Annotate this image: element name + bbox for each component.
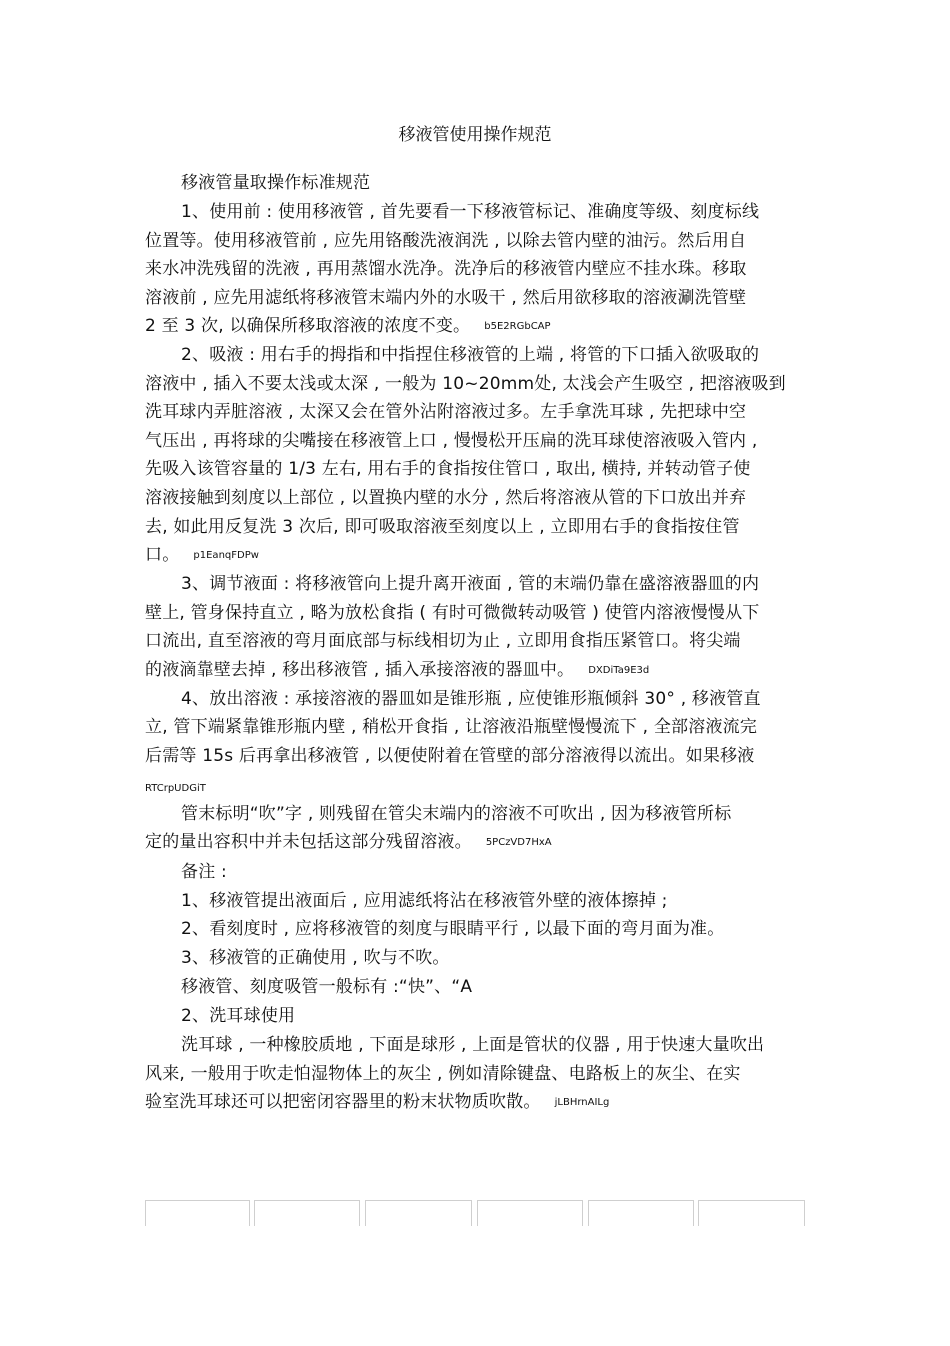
doc-code: jLBHrnAILg: [554, 1097, 610, 1108]
paragraph-line: 管末标明“吹”字 , 则残留在管尖末端内的溶液不可吹出 , 因为移液管所标: [181, 804, 732, 824]
paragraph-line: 来水冲洗残留的洗液 , 再用蒸馏水洗净。洗净后的移液管内壁应不挂水珠。移取: [145, 259, 747, 279]
note-item: 3、移液管的正确使用 , 吹与不吹。: [181, 948, 450, 968]
paragraph-line: 去, 如此用反复洗 3 次后, 即可吸取溶液至刻度以上 , 立即用右手的食指按住管: [145, 517, 740, 537]
section2-heading: 2、洗耳球使用: [181, 1006, 296, 1026]
paragraph-line: [145, 830, 552, 855]
table-cell: [254, 1200, 360, 1226]
doc-code: 5PCzVD7HxA: [485, 837, 552, 848]
paragraph-line: 立, 管下端紧靠锥形瓶内壁 , 稍松开食指 , 让溶液沿瓶壁慢慢流下 , 全部溶液流完: [145, 717, 758, 737]
paragraph-line: 风来, 一般用于吹走怕湿物体上的灰尘 , 例如清除键盘、电路板上的灰尘、在实: [145, 1064, 741, 1084]
paragraph-line: 溶液前 , 应先用滤纸将移液管末端内外的水吸干 , 然后用欲移取的溶液涮洗管壁: [145, 288, 747, 308]
note-item: 移液管、刻度吸管一般标有 :“快”、“A: [181, 977, 473, 997]
paragraph-line: [145, 1090, 609, 1115]
table-cell: [365, 1200, 472, 1226]
paragraph-line: 3、调节液面 : 将移液管向上提升离开液面 , 管的末端仍靠在盛溶液器皿的内: [181, 574, 760, 594]
table-cell: [477, 1200, 583, 1226]
paragraph-text: 的液滴靠壁去掉 , 移出移液管 , 插入承接溶液的器皿中。: [145, 660, 575, 680]
paragraph-line: 1、使用前 : 使用移液管 , 首先要看一下移液管标记、准确度等级、刻度标线: [181, 202, 760, 222]
paragraph-line: 位置等。使用移液管前 , 应先用铬酸洗液润洗 , 以除去管内壁的油污。然后用自: [145, 231, 747, 251]
table-cell: [588, 1200, 694, 1226]
paragraph-text: 口。: [145, 545, 180, 565]
paragraph-line: 溶液中 , 插入不要太浅或太深 , 一般为 10~20mm处, 太浅会产生吸空 , 把溶液吸到: [145, 374, 786, 394]
footer-table-fragment: [145, 1200, 805, 1226]
section-heading: 移液管量取操作标准规范: [181, 173, 371, 193]
paragraph-text: 验室洗耳球还可以把密闭容器里的粉末状物质吹散。: [145, 1092, 541, 1112]
paragraph-line: 先吸入该管容量的 1/3 左右, 用右手的食指按住管口 , 取出, 横持, 并转动管子使: [145, 459, 751, 479]
paragraph-line: 口流出, 直至溶液的弯月面底部与标线相切为止 , 立即用食指压紧管口。将尖端: [145, 631, 741, 651]
paragraph-line: 洗耳球 , 一种橡胶质地 , 下面是球形 , 上面是管状的仪器 , 用于快速大量吹出: [181, 1035, 765, 1055]
notes-heading: 备注 :: [181, 862, 227, 882]
paragraph-line: 溶液接触到刻度以上部位 , 以置换内壁的水分 , 然后将溶液从管的下口放出并弃: [145, 488, 747, 508]
doc-code: b5E2RGbCAP: [484, 321, 551, 332]
paragraph-line: 洗耳球内弄脏溶液 , 太深又会在管外沾附溶液过多。左手拿洗耳球 , 先把球中空: [145, 402, 747, 422]
paragraph-text: 2 至 3 次, 以确保所移取溶液的浓度不变。: [145, 316, 471, 336]
document-title: 移液管使用操作规范: [398, 125, 552, 145]
paragraph-line: [145, 543, 259, 568]
paragraph-line: 2、吸液 : 用右手的拇指和中指捏住移液管的上端 , 将管的下口插入欲吸取的: [181, 345, 760, 365]
paragraph-text: 定的量出容积中并未包括这部分残留溶液。: [145, 832, 472, 852]
paragraph-line: [145, 658, 649, 683]
paragraph-line: 4、放出溶液 : 承接溶液的器皿如是锥形瓶 , 应使锥形瓶倾斜 30° , 移液管直: [181, 689, 761, 709]
paragraph-line: 后需等 15s 后再拿出移液管 , 以便使附着在管壁的部分溶液得以流出。如果移液: [145, 746, 755, 766]
paragraph-line: 壁上, 管身保持直立 , 略为放松食指 ( 有时可微微转动吸管 ) 使管内溶液慢慢从下: [145, 603, 760, 623]
note-item: 2、看刻度时 , 应将移液管的刻度与眼睛平行 , 以最下面的弯月面为准。: [181, 919, 725, 939]
doc-code: DXDiTa9E3d: [588, 665, 650, 676]
note-item: 1、移液管提出液面后 , 应用滤纸将沾在移液管外壁的液体擦掉 ;: [181, 891, 668, 911]
paragraph-line: 气压出 , 再将球的尖嘴接在移液管上口 , 慢慢松开压扁的洗耳球使溶液吸入管内 ,: [145, 431, 758, 451]
paragraph-line: [145, 314, 551, 339]
table-cell: [145, 1200, 250, 1226]
doc-code: p1EanqFDPw: [193, 550, 259, 561]
doc-code: RTCrpUDGiT: [145, 783, 206, 794]
table-cell: [698, 1200, 805, 1226]
